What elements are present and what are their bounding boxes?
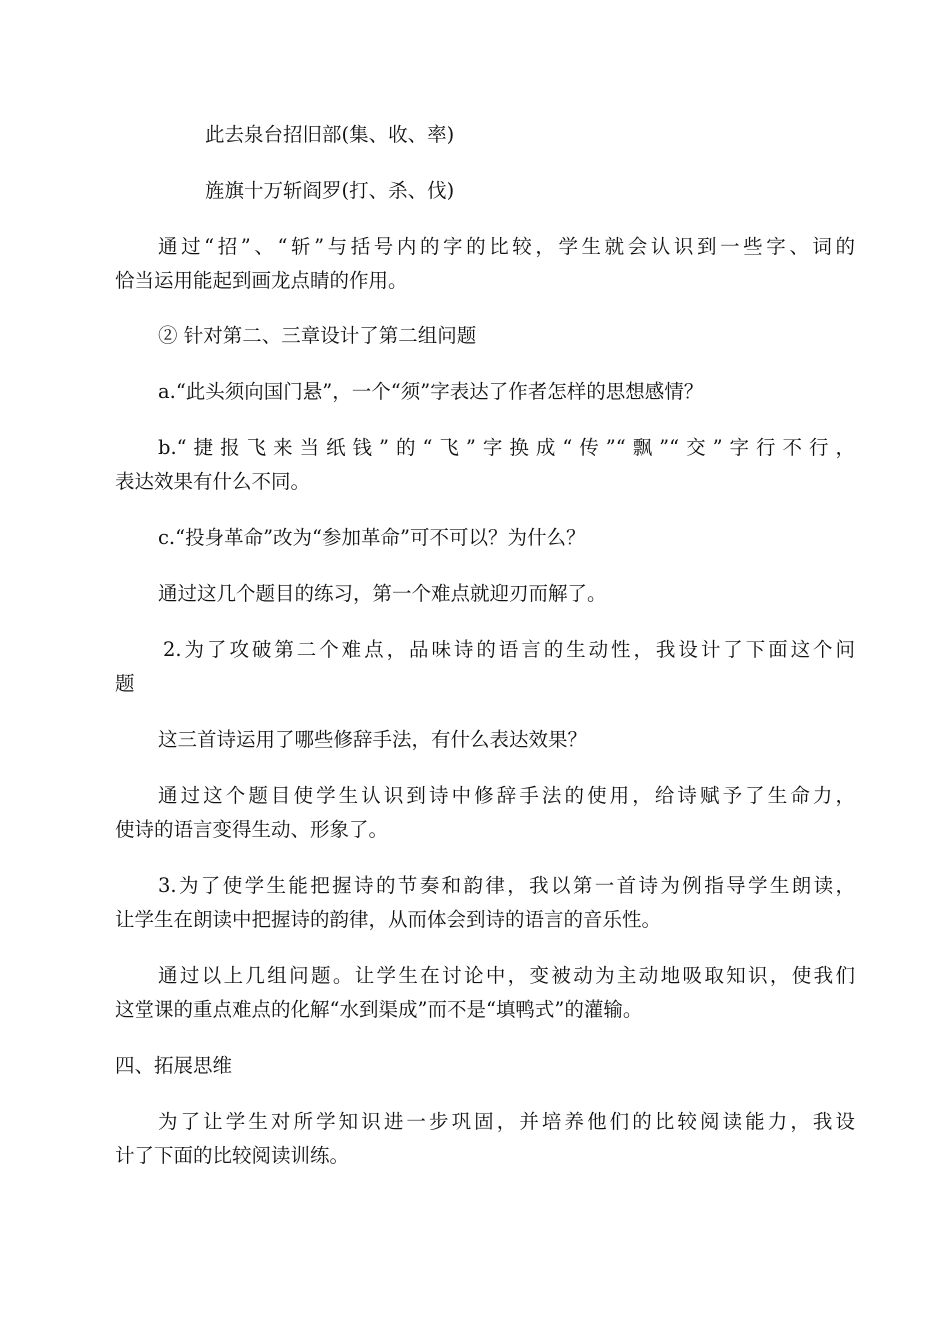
- question-b-continued: 表达效果有什么不同。: [115, 470, 311, 493]
- paragraph-line: 为了让学生对所学知识进一步巩固，并培养他们的比较阅读能力，我设: [158, 1110, 855, 1133]
- question-c: c.“投身革命”改为“参加革命”可不可以？为什么？: [158, 526, 586, 549]
- paragraph-line: 通过以上几组问题。让学生在讨论中，变被动为主动地吸取知识，使我们: [158, 964, 855, 987]
- paragraph-line: 这堂课的重点难点的化解“水到渠成”而不是“填鸭式”的灌输。: [115, 998, 643, 1021]
- poem-line-2: 旌旗十万斩阎罗(打、杀、伐): [205, 179, 455, 202]
- paragraph-line: 通过“招”、“斩”与括号内的字的比较，学生就会认识到一些字、词的: [158, 235, 855, 258]
- section-point-2: 2.为了攻破第二个难点，品味诗的语言的生动性，我设计了下面这个问: [163, 638, 855, 661]
- section-point-3: 3.为了使学生能把握诗的节奏和韵律，我以第一首诗为例指导学生朗读，: [158, 874, 855, 897]
- poem-line-1: 此去泉台招旧部(集、收、率): [205, 123, 455, 146]
- paragraph-line: 计了下面的比较阅读训练。: [115, 1144, 350, 1167]
- question-b: b.“捷报飞来当纸钱”的“飞”字换成“传”“飘”“交”字行不行，: [158, 436, 855, 459]
- section-item-2: ② 针对第二、三章设计了第二组问题: [158, 324, 477, 347]
- question-a: a.“此头须向国门悬”，一个“须”字表达了作者怎样的思想感情？: [158, 380, 704, 403]
- section-heading: 四、拓展思维: [115, 1054, 233, 1077]
- section-point-3-continued: 让学生在朗读中把握诗的韵律，从而体会到诗的语言的音乐性。: [115, 908, 662, 931]
- paragraph-line: 恰当运用能起到画龙点睛的作用。: [115, 269, 408, 292]
- paragraph-line: 通过这几个题目的练习，第一个难点就迎刃而解了。: [158, 582, 607, 605]
- paragraph-line: 使诗的语言变得生动、形象了。: [115, 818, 389, 841]
- section-point-2-continued: 题: [115, 672, 135, 695]
- paragraph-line: 这三首诗运用了哪些修辞手法，有什么表达效果？: [158, 728, 588, 751]
- paragraph-line: 通过这个题目使学生认识到诗中修辞手法的使用，给诗赋予了生命力，: [158, 784, 855, 807]
